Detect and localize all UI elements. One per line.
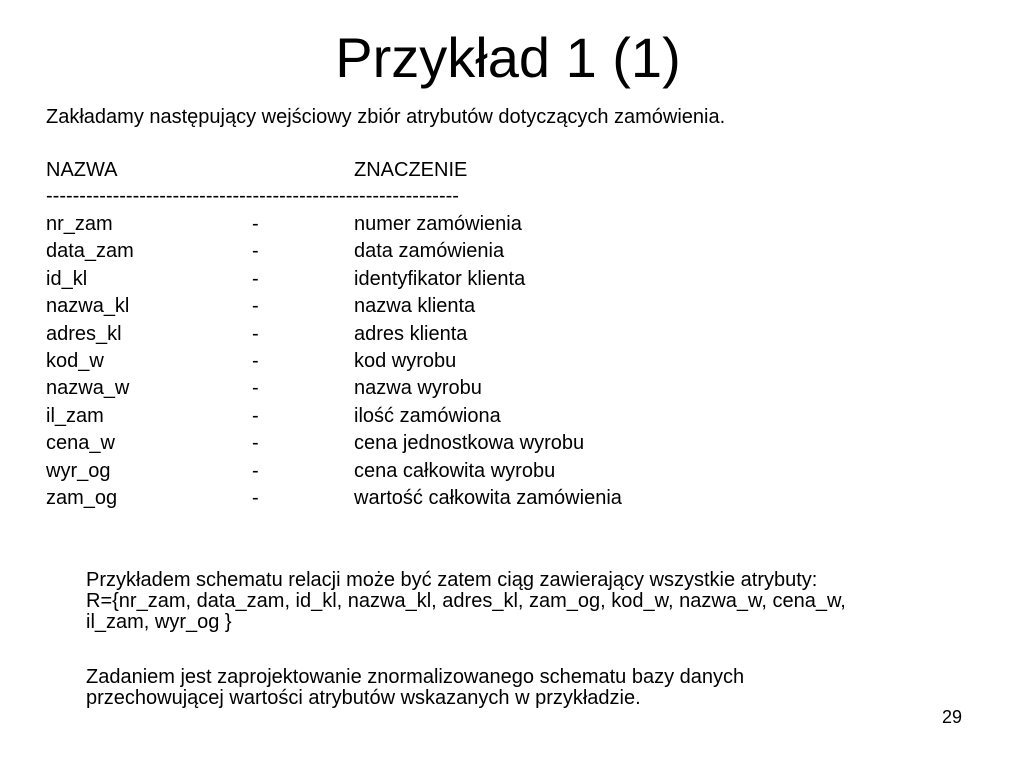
attribute-name: cena_w [46,432,115,455]
header-name: NAZWA [46,159,118,181]
attribute-row [46,293,766,320]
attribute-row [46,430,766,457]
attribute-separator: - [252,377,259,400]
attribute-meaning: ilość zamówiona [354,404,501,427]
intro-text: Zakładamy następujący wejściowy zbiór atrybutów dotyczących zamówienia. [46,106,726,128]
attribute-name: nr_zam [46,213,113,235]
attribute-name: zam_og [46,486,118,509]
attribute-row [46,266,766,293]
paragraph-line: Przykładem schematu relacji może być zatem ciąg zawierający wszystkie atrybuty: [86,569,818,591]
attribute-name: nazwa_kl [46,295,130,318]
paragraph-line: przechowującej wartości atrybutów wskazanych w przykładzie. [86,687,641,709]
paragraph-line: R={nr_zam, data_zam, id_kl, nazwa_kl, adres_kl, zam_og, kod_w, nazwa_w, cena_w, [86,590,846,612]
attribute-separator: - [252,404,259,427]
attribute-row [46,321,766,348]
attribute-separator: - [252,240,259,263]
attribute-meaning: nazwa wyrobu [354,377,482,400]
attribute-meaning: kod wyrobu [354,349,457,372]
attribute-separator: - [252,295,259,318]
attribute-meaning: adres klienta [354,322,468,345]
attribute-row [46,211,766,238]
header-meaning: ZNACZENIE [354,159,468,181]
attribute-meaning: cena jednostkowa wyrobu [354,432,585,455]
attribute-name: nazwa_w [46,377,130,400]
attribute-row [46,485,766,512]
task-paragraph [86,667,966,709]
page-number: 29 [941,707,962,727]
attribute-row [46,403,766,430]
attribute-row [46,348,766,375]
attribute-name: id_kl [46,267,88,290]
attribute-meaning: numer zamówienia [354,213,522,235]
slide-title: Przykład 1 (1) [335,26,681,89]
paragraph-line: il_zam, wyr_og } [86,611,232,633]
attribute-meaning: cena całkowita wyrobu [354,459,556,482]
attribute-name: data_zam [46,240,134,263]
paragraph-line: Zadaniem jest zaprojektowanie znormalizowanego schematu bazy danych [86,666,745,688]
attribute-name: wyr_og [46,459,111,482]
attribute-separator: - [252,432,259,455]
attribute-separator: - [252,349,259,372]
attribute-meaning: data zamówienia [354,240,505,263]
attribute-name: adres_kl [46,322,122,345]
attribute-meaning: identyfikator klienta [354,267,526,290]
attribute-separator: - [252,459,259,482]
header-divider: -------------------------------------------------------------- [46,185,459,207]
attribute-separator: - [252,267,259,290]
schema-paragraph [86,570,966,633]
attribute-name: il_zam [46,404,104,427]
attribute-row [46,458,766,485]
attribute-separator: - [252,486,259,509]
attribute-row [46,238,766,265]
attribute-name: kod_w [46,349,104,372]
attribute-separator: - [252,213,259,235]
attribute-separator: - [252,322,259,345]
attribute-meaning: wartość całkowita zamówienia [354,486,622,509]
attribute-list [46,211,766,512]
attribute-meaning: nazwa klienta [354,295,476,318]
attribute-row [46,375,766,402]
